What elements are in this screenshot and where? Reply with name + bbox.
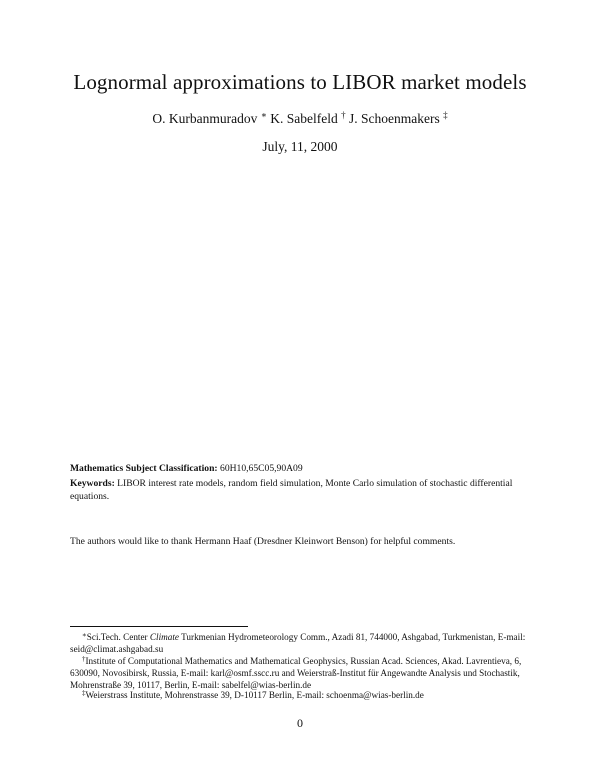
author-footnote-mark: ‡ bbox=[443, 110, 448, 120]
keywords-value: LIBOR interest rate models, random field simulation, Monte Carlo simulation of stochastic differential equations. bbox=[70, 478, 513, 502]
footnote-emphasis: Climate bbox=[149, 632, 179, 642]
paper-date: July, 11, 2000 bbox=[262, 139, 338, 154]
msc-label: Mathematics Subject Classification: bbox=[70, 463, 218, 474]
footnote bbox=[70, 653, 530, 692]
footnote-mark: † bbox=[82, 655, 86, 663]
footnote-text: Institute of Computational Mathematics and Mathematical Geophysics, Russian Acad. Sciences, Akad. Lavrentieva, 6, 630090, Novosibirsk, Russia, E-mail: karl@osmf.sscc.ru and Weierstraß-Institut für Angewandte Analysis und Stochastik, Mohrenstraße 39, 10117, Berlin, E-mail: sabelfel@wias-berlin.de bbox=[70, 656, 522, 691]
author-footnote-mark: ∗ bbox=[260, 110, 267, 120]
author-name: K. Sabelfeld bbox=[270, 111, 338, 126]
acknowledgement: The authors would like to thank Hermann Haaf (Dresdner Kleinwort Benson) for helpful comments. bbox=[70, 536, 456, 547]
author-name: O. Kurbanmuradov bbox=[152, 111, 258, 126]
author-footnote-mark: † bbox=[341, 110, 346, 120]
footnote bbox=[70, 629, 530, 655]
footnote-text: Weierstrass Institute, Mohrenstrasse 39, D-10117 Berlin, E-mail: schoenma@wias-berlin.de bbox=[85, 690, 424, 700]
footnote-mark: ∗ bbox=[82, 631, 87, 639]
keywords-label: Keywords: bbox=[70, 478, 115, 489]
footnote bbox=[70, 687, 530, 701]
footnote-rule bbox=[70, 626, 248, 627]
msc-value: 60H10,65C05,90A09 bbox=[220, 463, 303, 474]
paper-title: Lognormal approximations to LIBOR market models bbox=[73, 70, 527, 94]
footnote-text: Turkmenian Hydrometeorology Comm., Azadi 81, 744000, Ashgabad, Turkmenistan, E-mail: seid@climat.ashgabad.su bbox=[70, 632, 526, 655]
page-number: 0 bbox=[297, 716, 303, 730]
footnote-mark: ‡ bbox=[82, 689, 86, 697]
subject-classification bbox=[70, 462, 530, 475]
keywords bbox=[70, 477, 530, 503]
footnote-text: Sci.Tech. Center bbox=[86, 632, 150, 642]
author-list bbox=[0, 110, 600, 127]
author-name: J. Schoenmakers bbox=[348, 111, 440, 126]
